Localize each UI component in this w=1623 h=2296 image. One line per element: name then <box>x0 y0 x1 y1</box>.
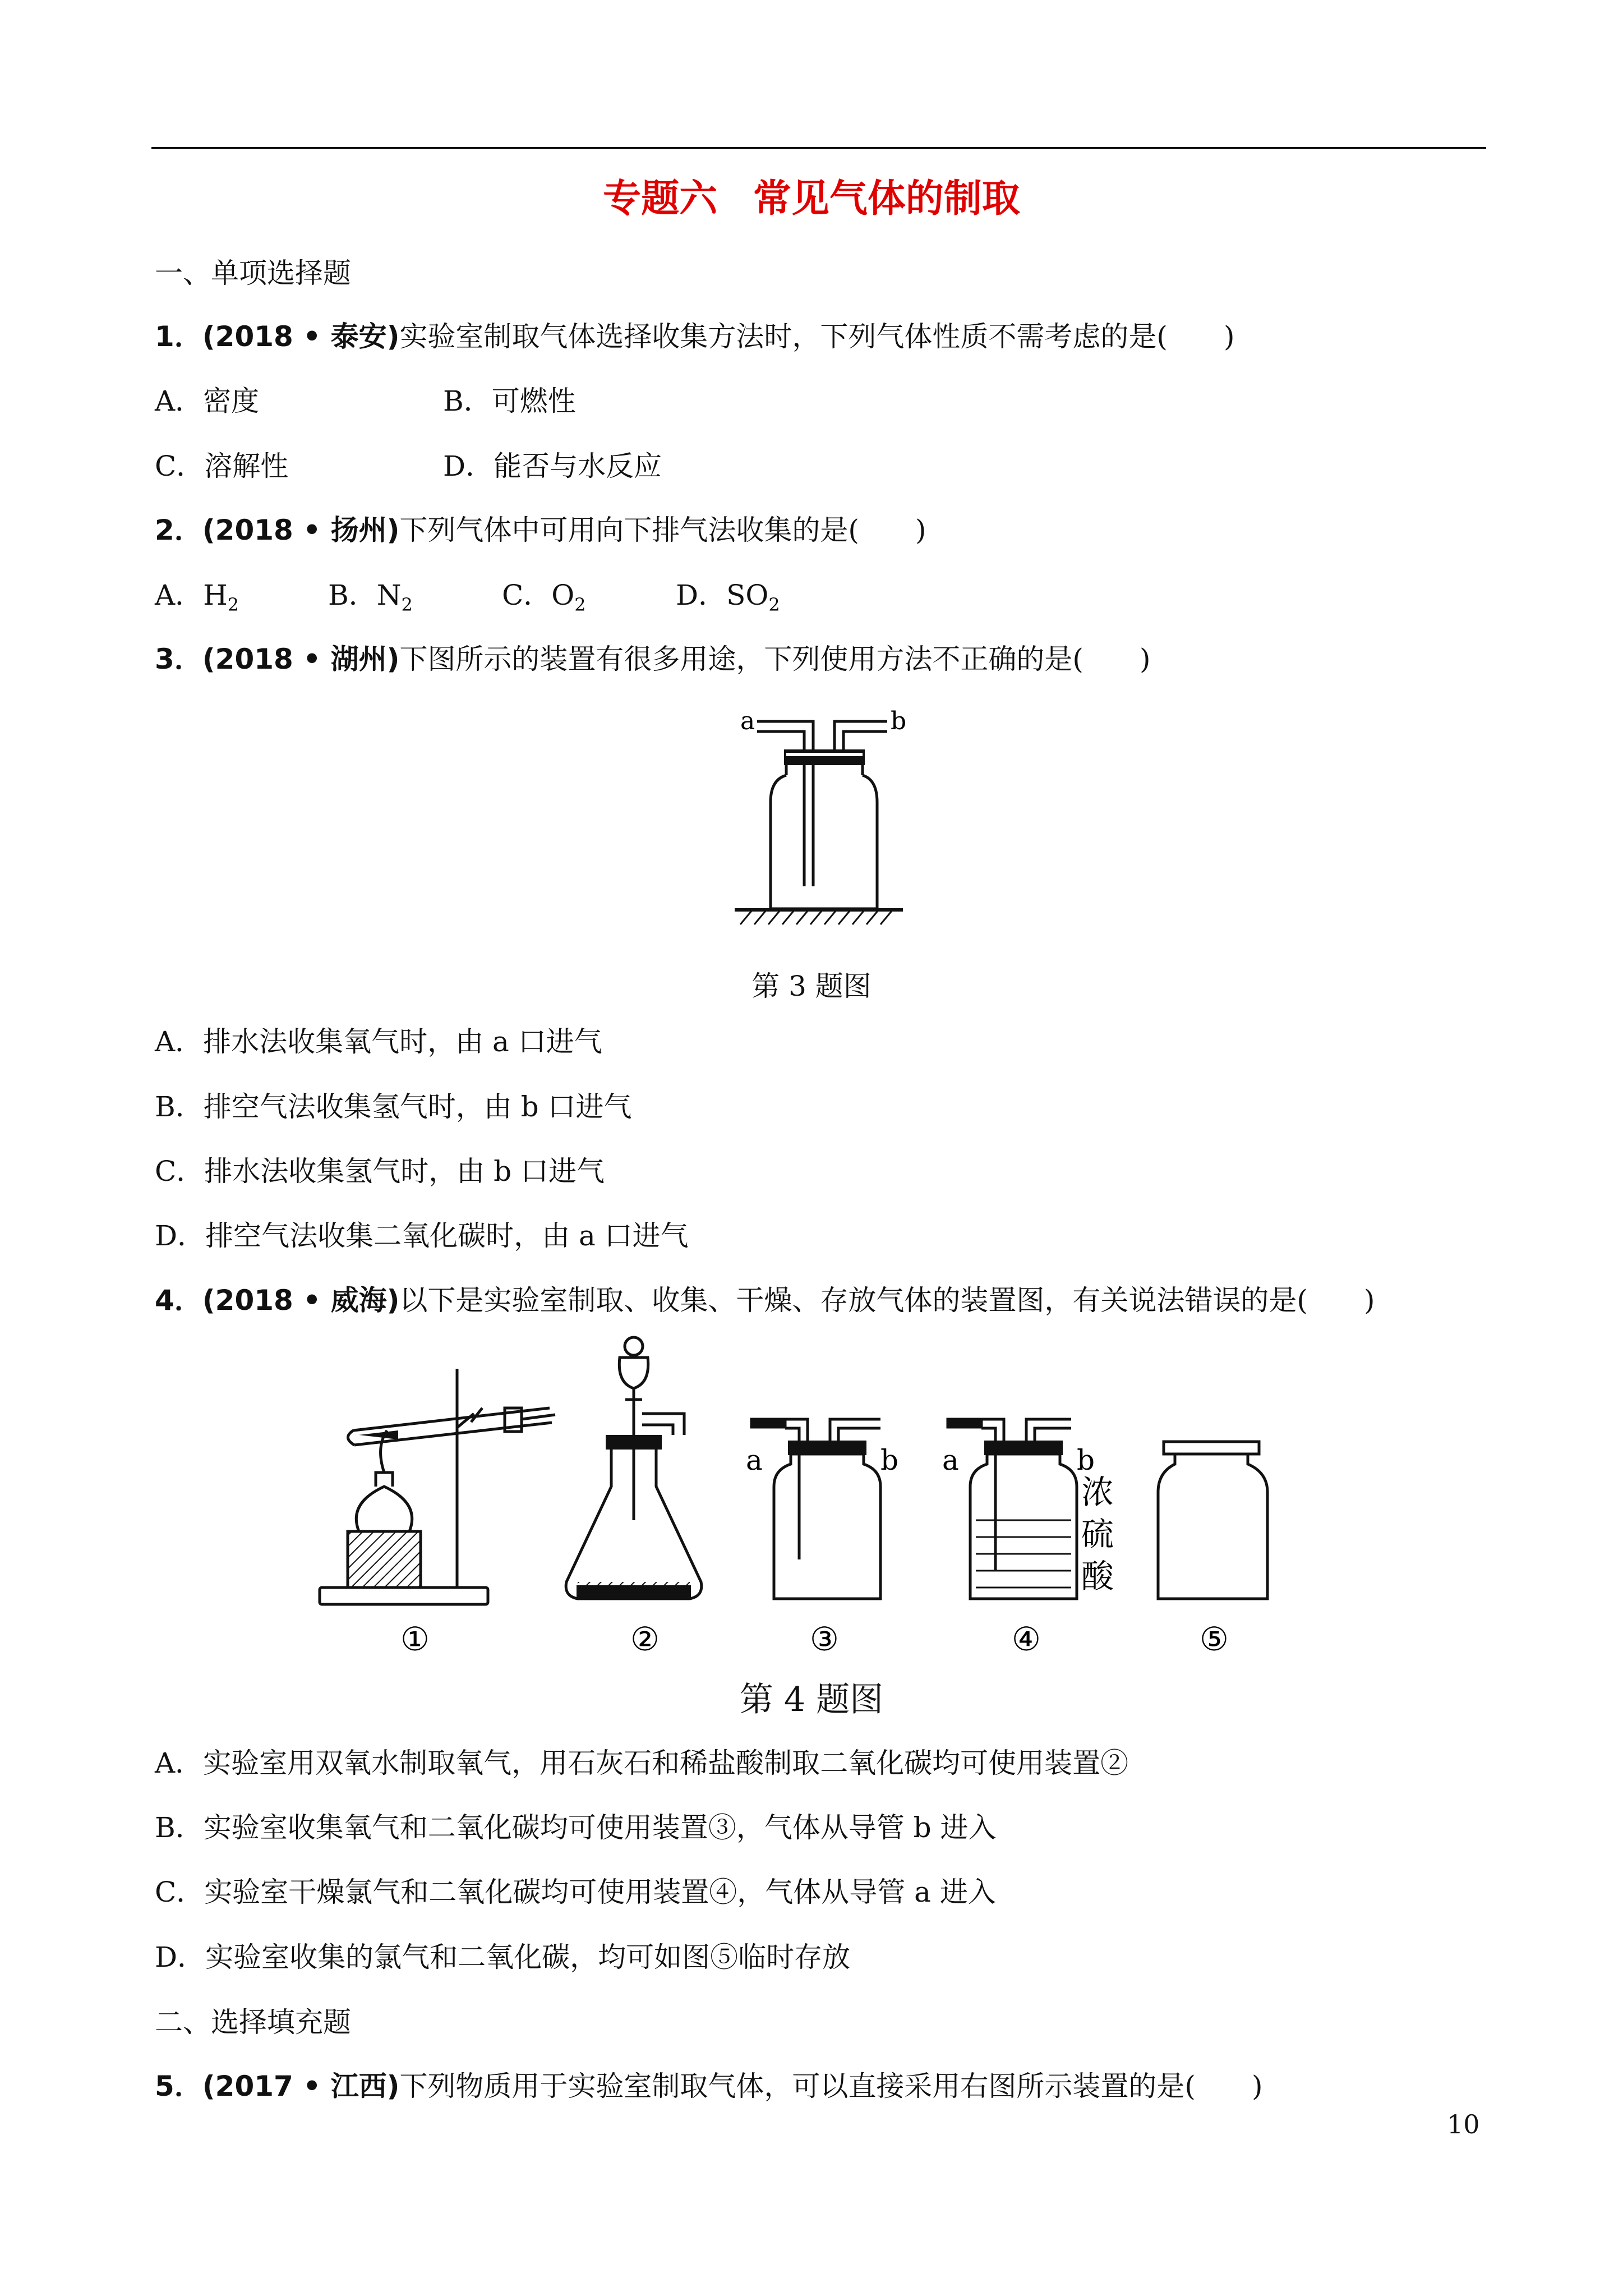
figure-4-apparatus <box>314 1335 1290 1666</box>
figure-3-caption: 第 3 题图 <box>751 970 872 1002</box>
header-rule <box>151 147 1486 149</box>
question-number: 1． <box>155 320 202 353</box>
question-number: 3． <box>155 643 202 675</box>
question-source: (2018 • 扬州) <box>202 514 400 546</box>
q2-option-a: A．$H_2$ <box>155 579 239 615</box>
label-a: a <box>942 1444 959 1476</box>
question-number: 2． <box>155 514 202 546</box>
acid-label-3: 酸 <box>1081 1557 1114 1595</box>
q4-option-a: A．实验室用双氧水制取氧气，用石灰石和稀盐酸制取二氧化碳均可使用装置② <box>155 1747 1129 1779</box>
question-text: 下图所示的装置有很多用途，下列使用方法不正确的是( ) <box>399 643 1151 675</box>
q1-option-c: C．溶解性 <box>155 450 289 482</box>
figure-3-gas-bottle <box>723 701 914 937</box>
question-source: (2017 • 江西) <box>202 2070 400 2102</box>
q1-option-a: A．密度 <box>155 385 260 417</box>
label-b: b <box>1077 1444 1095 1476</box>
title-topic: 专题六 <box>603 177 718 221</box>
page-number: 10 <box>1447 2109 1480 2139</box>
q1-option-d: D．能否与水反应 <box>443 450 662 482</box>
question-text: 实验室制取气体选择收集方法时，下列气体性质不需考虑的是( ) <box>399 320 1235 353</box>
q1-option-b: B．可燃性 <box>443 385 576 417</box>
question-number: 4． <box>155 1284 202 1317</box>
question-3 <box>155 645 1150 673</box>
question-source: (2018 • 湖州) <box>202 643 400 675</box>
question-4 <box>155 1284 1375 1317</box>
q4-option-c: C．实验室干燥氯气和二氧化碳均可使用装置④，气体从导管 a 进入 <box>155 1876 996 1908</box>
apparatus-label-2: ② <box>630 1620 660 1658</box>
section-heading-1: 一、单项选择题 <box>155 257 351 289</box>
question-5 <box>155 2072 1262 2100</box>
apparatus-label-3: ③ <box>810 1620 839 1658</box>
label-a: a <box>740 707 755 735</box>
question-source: (2018 • 威海) <box>202 1284 400 1317</box>
apparatus-label-1: ① <box>400 1620 430 1658</box>
acid-label-2: 硫 <box>1081 1515 1114 1553</box>
figure-4-caption: 第 4 题图 <box>739 1680 884 1719</box>
apparatus-label-5: ⑤ <box>1200 1620 1229 1658</box>
question-text: 以下是实验室制取、收集、干燥、存放气体的装置图，有关说法错误的是( ) <box>399 1284 1375 1317</box>
q4-option-b: B．实验室收集氧气和二氧化碳均可使用装置③，气体从导管 b 进入 <box>155 1811 997 1844</box>
acid-label-1: 浓 <box>1081 1473 1114 1511</box>
question-1 <box>155 320 1235 353</box>
q3-option-b: B．排空气法收集氢气时，由 b 口进气 <box>155 1091 632 1123</box>
q2-option-d: D．$SO_2$ <box>676 579 780 615</box>
q2-option-c: C．$O_2$ <box>502 579 586 615</box>
q4-option-d: D．实验室收集的氯气和二氧化碳，均可如图⑤临时存放 <box>155 1941 851 1973</box>
label-b: b <box>880 1444 899 1476</box>
section-heading-2: 二、选择填充题 <box>155 2006 351 2039</box>
question-text: 下列气体中可用向下排气法收集的是( ) <box>399 514 926 546</box>
apparatus-label-4: ④ <box>1012 1620 1041 1658</box>
page-title <box>0 168 1623 223</box>
label-b: b <box>891 707 907 735</box>
question-source: (2018 • 泰安) <box>202 320 400 353</box>
q3-option-c: C．排水法收集氢气时，由 b 口进气 <box>155 1155 605 1188</box>
q2-option-b: B．$N_2$ <box>328 579 413 615</box>
question-text: 下列物质用于实验室制取气体，可以直接采用右图所示装置的是( ) <box>399 2070 1263 2102</box>
question-2 <box>155 516 926 544</box>
q3-option-d: D．排空气法收集二氧化碳时，由 a 口进气 <box>155 1220 689 1252</box>
label-a: a <box>746 1444 763 1476</box>
question-number: 5． <box>155 2070 202 2102</box>
title-subject: 常见气体的制取 <box>753 177 1020 221</box>
q3-option-a: A．排水法收集氧气时，由 a 口进气 <box>155 1025 602 1058</box>
